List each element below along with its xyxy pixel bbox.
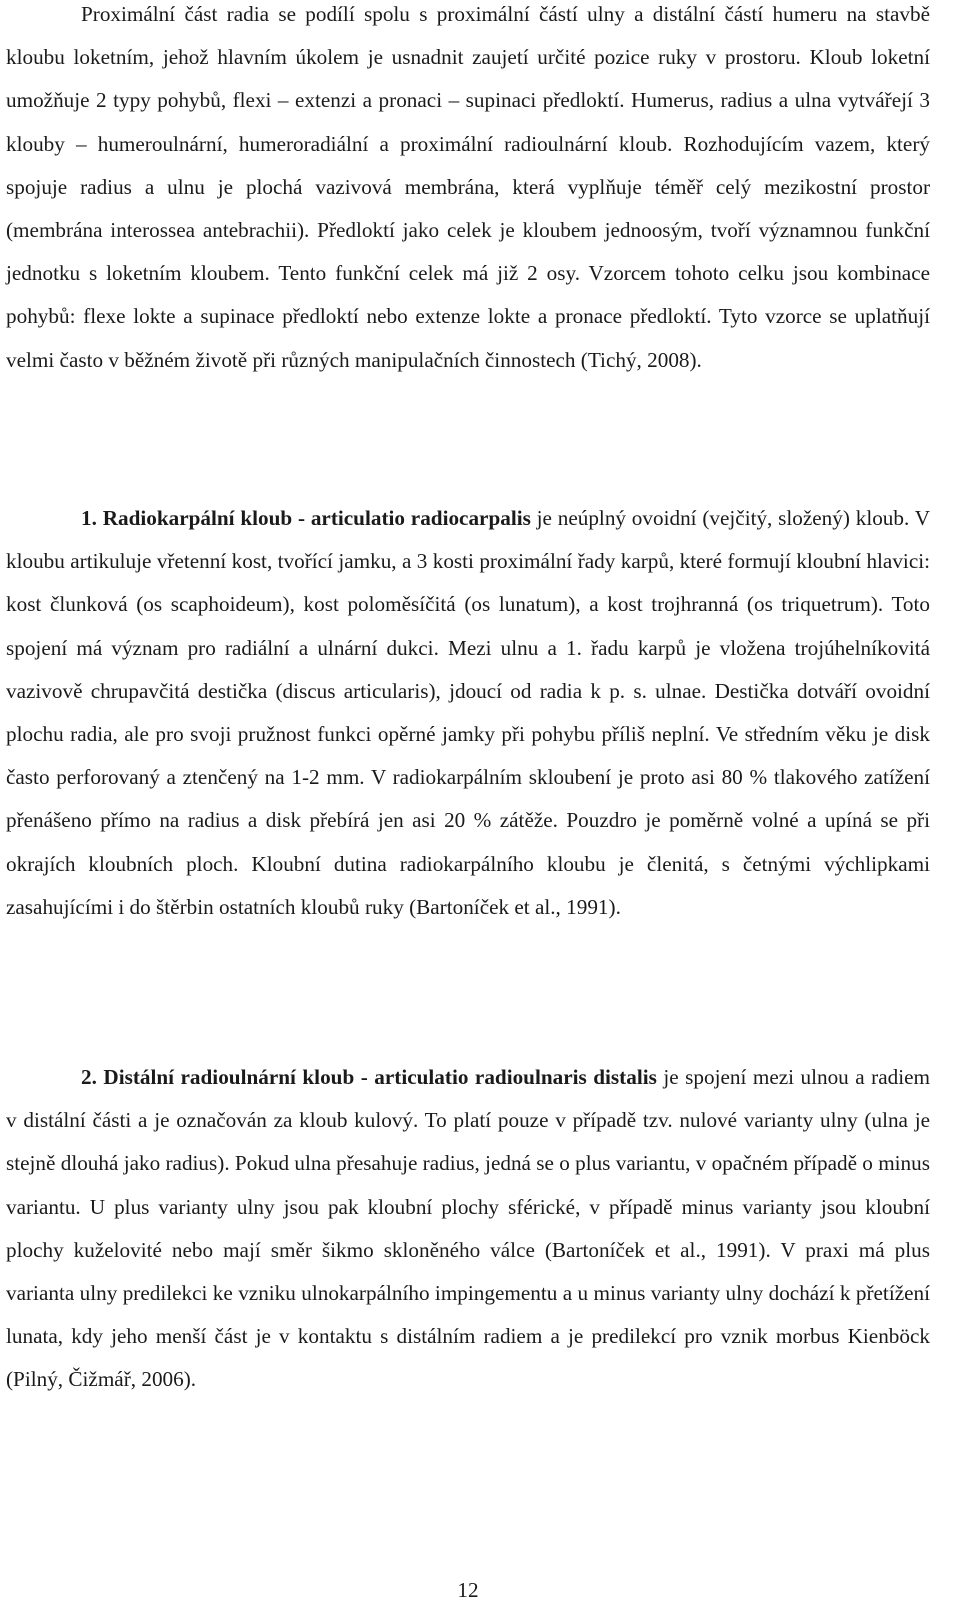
- paragraph-distal-radioulnar-joint: [6, 1056, 930, 1402]
- section-heading: 2. Distální radioulnární kloub - articulatio radioulnaris distalis: [81, 1065, 657, 1089]
- paragraph-elbow-joint: [6, 0, 930, 382]
- paragraph-text: je spojení mezi ulnou a radiem v distální části a je označován za kloub kulový. To platí pouze v případě tzv. nulové varianty ulny (ulna je stejně dlouhá jako radius). Pokud ulna přesahuje radius, jedná se o plus variantu, v opačném případě o minus variantu. U plus varianty ulny jsou pak kloubní plochy sférické, v případě minus varianty jsou kloubní plochy kuželovité nebo mají směr šikmo skloněného válce (Bartoníček et al., 1991). V praxi má plus varianta ulny predilekci ke vzniku ulnokarpálního impingementu a u minus varianty ulny dochází k přetížení lunata, kdy jeho menší část je v kontaktu s distálním radiem a je predilekcí pro vznik morbus Kienböck (Pilný, Čižmář, 2006).: [6, 1065, 930, 1392]
- paragraph-text: Proximální část radia se podílí spolu s proximální částí ulny a distální částí humeru na stavbě kloubu loketním, jehož hlavním úkolem je usnadnit zaujetí určité pozice ruky v prostoru. Kloub loketní umožňuje 2 typy pohybů, flexi – extenzi a pronaci – supinaci předloktí. Humerus, radius a ulna vytvářejí 3 klouby – humeroulnární, humeroradiální a proximální radioulnární kloub. Rozhodujícím vazem, který spojuje radius a ulnu je plochá vazivová membrána, která vyplňuje téměř celý mezikostní prostor (membrána interossea antebrachii). Předloktí jako celek je kloubem jednoosým, tvoří významnou funkční jednotku s loketním kloubem. Tento funkční celek má již 2 osy. Vzorcem tohoto celku jsou kombinace pohybů: flexe lokte a supinace předloktí nebo extenze lokte a pronace předloktí. Tyto vzorce se uplatňují velmi často v běžném životě při různých manipulačních činnostech (Tichý, 2008).: [6, 2, 930, 372]
- page-number: 12: [457, 1578, 479, 1602]
- paragraph-text: je neúplný ovoidní (vejčitý, složený) kloub. V kloubu artikuluje vřetenní kost, tvořící jamku, a 3 kosti proximální řady karpů, které formují kloubní hlavici: kost člunková (os scaphoideum), kost poloměsíčitá (os lunatum), a kost trojhranná (os triquetrum). Toto spojení má význam pro radiální a ulnární dukci. Mezi ulnu a 1. řadu karpů je vložena trojúhelníkovitá vazivově chrupavčitá destička (discus articularis), jdoucí od radia k p. s. ulnae. Destička dotváří ovoidní plochu radia, ale pro svoji pružnost funkci opěrné jamky při pohybu příliš neplní. Ve středním věku je disk často perforovaný a ztenčený na 1-2 mm. V radiokarpálním skloubení je proto asi 80 % tlakového zatížení přenášeno přímo na radius a disk přebírá jen asi 20 % zátěže. Pouzdro je poměrně volné a upíná se při okrajích kloubních ploch. Kloubní dutina radiokarpálního kloubu je členitá, s četnými výchlipkami zasahujícími i do štěrbin ostatních kloubů ruky (Bartoníček et al., 1991).: [6, 506, 930, 919]
- paragraph-radiocarpal-joint: [6, 497, 930, 929]
- section-heading: 1. Radiokarpální kloub - articulatio radiocarpalis: [81, 506, 531, 530]
